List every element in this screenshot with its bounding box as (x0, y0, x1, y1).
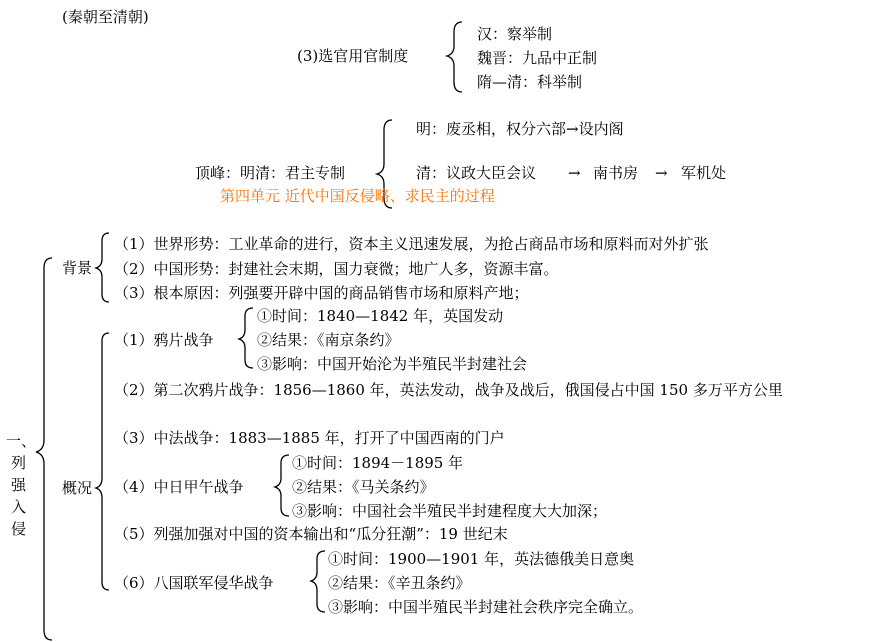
qing-arrow: → (568, 164, 581, 182)
opium-war-detail: ②结果：《南京条约》 (257, 331, 400, 349)
background-item: （1）世界形势：工业革命的进行，资本主义迅速发展，为抢占商品市场和原料而对外扩张 (114, 235, 709, 253)
qing-item-b: 南书房 (593, 164, 639, 182)
sino-japanese-detail: ①时间：1894－1895 年 (292, 454, 464, 472)
eight-nation-label: （6）八国联军侵华战争 (114, 574, 274, 592)
background-brace (96, 233, 109, 302)
official-system-label: (3)选官用官制度 (297, 47, 409, 65)
sino-french-war: （3）中法战争：1883—1885 年，打开了中国西南的门户 (114, 429, 505, 447)
peak-label: 顶峰：明清：君主专制 (195, 164, 346, 182)
background-item: （2）中国形势：封建社会末期，国力衰微；地广人多，资源丰富。 (114, 260, 559, 278)
background-label: 背景 (62, 259, 93, 277)
section-brace (36, 258, 52, 640)
background-item: （3）根本原因：列强要开辟中国的商品销售市场和原料产地； (114, 284, 529, 302)
sino-japanese-label: （4）中日甲午战争 (114, 478, 244, 496)
official-item: 魏晋：九品中正制 (477, 49, 598, 67)
opium-war-detail: ①时间：1840—1842 年，英国发动 (257, 307, 504, 325)
ming-item: 明：废丞相，权分六部→设内阁 (416, 120, 624, 138)
qing-arrow: → (655, 164, 668, 182)
eight-nation-detail: ①时间：1900—1901 年，英法德俄美日意奥 (328, 550, 635, 568)
dynasty-range: (秦朝至清朝) (62, 8, 149, 26)
section-label-char: 入 (11, 498, 27, 516)
section-label-char: 强 (11, 476, 27, 494)
capital-export: （5）列强加强对中国的资本输出和“瓜分狂潮”：19 世纪末 (114, 525, 508, 543)
qing-item-c: 军机处 (681, 164, 727, 182)
opium-war-label: （1）鸦片战争 (114, 331, 214, 349)
eight-nation-brace (311, 551, 325, 612)
eight-nation-detail: ②结果：《辛丑条约》 (328, 574, 471, 592)
opium-war-detail: ③影响：中国开始沦为半殖民半封建社会 (257, 355, 528, 373)
overview-brace (96, 333, 109, 590)
sino-japanese-detail: ②结果：《马关条约》 (292, 478, 435, 496)
qing-item-a: 清：议政大臣会议 (416, 164, 537, 182)
section-label-char: 一、 (6, 432, 37, 450)
official-item: 汉：察举制 (477, 25, 553, 43)
sino-japanese-detail: ③影响：中国社会半殖民半封建程度大大加深； (292, 502, 608, 520)
sino-japanese-brace (275, 455, 289, 516)
second-opium-war: （2）第二次鸦片战争：1856—1860 年，英法发动，战争及战后，俄国侵占中国 150 多万平方公里 (114, 381, 783, 399)
section-label-char: 侵 (11, 520, 27, 538)
opium-war-brace (239, 308, 253, 368)
section-label-char: 列 (11, 454, 27, 472)
official-system-brace (447, 22, 462, 92)
eight-nation-detail: ③影响：中国半殖民半封建社会秩序完全确立。 (328, 598, 644, 616)
official-item: 隋—清：科举制 (477, 73, 583, 91)
unit-title: 第四单元 近代中国反侵略、求民主的过程 (220, 187, 495, 205)
overview-label: 概况 (62, 479, 93, 497)
